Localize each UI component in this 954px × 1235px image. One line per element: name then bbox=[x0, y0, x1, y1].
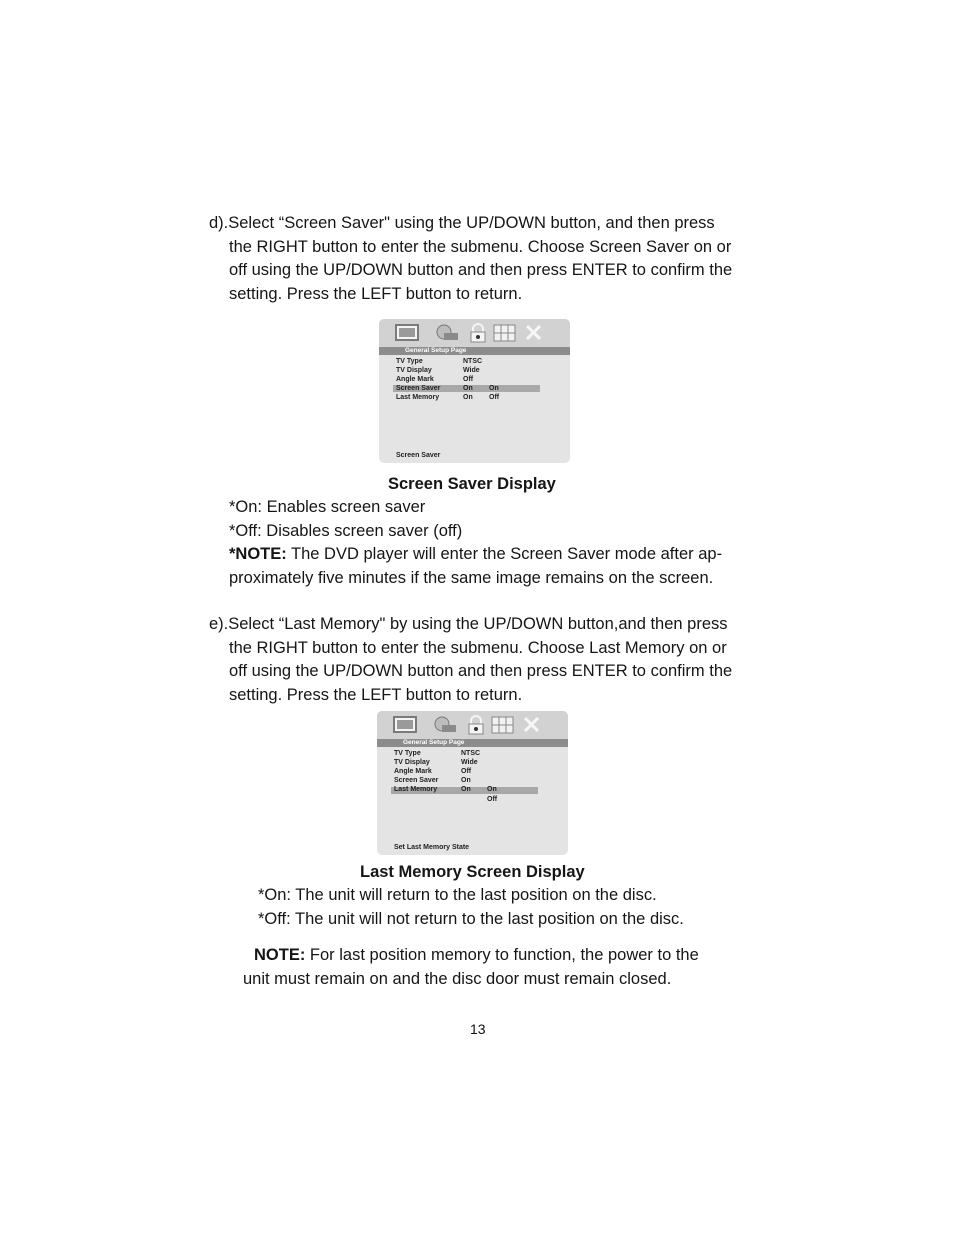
grid-icon bbox=[491, 715, 515, 735]
osd-row bbox=[377, 776, 568, 785]
screen-saver-osd-image bbox=[379, 319, 570, 463]
osd-row bbox=[379, 366, 570, 375]
osd-row bbox=[377, 767, 568, 776]
osd-row bbox=[379, 384, 570, 393]
lock-icon bbox=[468, 323, 488, 343]
option-off-text: *Off: Disables screen saver (off) bbox=[229, 521, 463, 540]
osd-row-value: On bbox=[463, 394, 473, 401]
note-line-2: proximately five minutes if the same image remains on the screen. bbox=[229, 568, 714, 587]
figure-caption: Last Memory Screen Display bbox=[360, 863, 585, 881]
speaker-icon bbox=[434, 323, 460, 343]
osd-row-option: Off bbox=[489, 394, 500, 401]
osd-row-label: Angle Mark bbox=[396, 376, 434, 383]
osd-row-label: Last Memory bbox=[396, 394, 440, 401]
osd-header-bar bbox=[377, 739, 568, 747]
text-line: off using the UP/DOWN button and then press ENTER to confirm the bbox=[229, 261, 733, 279]
osd-row-value: On bbox=[461, 777, 471, 784]
osd-row-label: TV Type bbox=[394, 750, 421, 757]
osd-row-label: TV Type bbox=[396, 358, 423, 365]
last-memory-osd-image bbox=[377, 711, 568, 855]
osd-row bbox=[377, 749, 568, 758]
close-icon bbox=[523, 715, 541, 735]
text-line: d).Select “Screen Saver" using the UP/DOWN button, and then press bbox=[209, 214, 715, 232]
section-d-instructions bbox=[209, 212, 732, 306]
note-line-2: unit must remain on and the disc door must remain closed. bbox=[243, 970, 672, 988]
osd-row bbox=[377, 785, 568, 794]
page-number: 13 bbox=[470, 1021, 486, 1037]
option-on-text: *On: Enables screen saver bbox=[229, 498, 426, 516]
lock-icon bbox=[466, 715, 486, 735]
close-icon bbox=[525, 323, 543, 343]
osd-row-label: TV Display bbox=[396, 367, 432, 374]
osd-row-value: NTSC bbox=[461, 750, 481, 757]
note-line bbox=[229, 543, 722, 567]
osd-row bbox=[379, 375, 570, 384]
grid-icon bbox=[493, 323, 517, 343]
note-line bbox=[254, 946, 699, 965]
section-e-instructions bbox=[209, 613, 732, 707]
osd-row-option: On bbox=[489, 385, 499, 392]
option-on-text: *On: The unit will return to the last position on the disc. bbox=[258, 886, 657, 904]
osd-row-value: Off bbox=[463, 376, 474, 383]
note-text: For last position memory to function, the power to the bbox=[305, 946, 699, 964]
text-line: the RIGHT button to enter the submenu. Choose Screen Saver on or bbox=[229, 237, 732, 256]
osd-row-value: NTSC bbox=[463, 358, 483, 365]
osd-row-label: Angle Mark bbox=[394, 768, 432, 775]
osd-row-label: Last Memory bbox=[394, 786, 438, 793]
osd-header: General Setup Page bbox=[403, 739, 465, 746]
osd-row-value: On bbox=[463, 385, 473, 392]
osd-header: General Setup Page bbox=[405, 347, 467, 354]
osd-row-option: On bbox=[487, 786, 497, 793]
osd-row-label: Screen Saver bbox=[394, 777, 439, 784]
tv-icon bbox=[395, 323, 421, 343]
osd-row-label: Screen Saver bbox=[396, 385, 441, 392]
note-text: The DVD player will enter the Screen Saver mode after ap- bbox=[286, 545, 723, 563]
osd-icon-bar bbox=[377, 711, 568, 739]
osd-row bbox=[379, 357, 570, 366]
osd-icon-bar bbox=[379, 319, 570, 347]
speaker-icon bbox=[432, 715, 458, 735]
osd-row-value: On bbox=[461, 786, 471, 793]
osd-header-bar bbox=[379, 347, 570, 355]
osd-row-value: Wide bbox=[461, 759, 478, 766]
osd-status-text: Set Last Memory State bbox=[394, 844, 470, 851]
osd-row bbox=[379, 393, 570, 402]
osd-status-text: Screen Saver bbox=[396, 452, 441, 459]
figure-caption: Screen Saver Display bbox=[388, 475, 556, 493]
osd-row-label: TV Display bbox=[394, 759, 430, 766]
note-label: *NOTE: bbox=[229, 545, 287, 563]
osd-row bbox=[377, 758, 568, 767]
text-line: the RIGHT button to enter the submenu. Choose Last Memory on or bbox=[229, 638, 727, 657]
text-line: setting. Press the LEFT button to return. bbox=[229, 284, 523, 303]
text-line: setting. Press the LEFT button to return. bbox=[229, 685, 523, 704]
text-line: e).Select “Last Memory" by using the UP/DOWN button,and then press bbox=[209, 615, 728, 633]
osd-row bbox=[377, 795, 568, 804]
osd-row-value: Off bbox=[461, 768, 472, 775]
note-label: NOTE: bbox=[254, 946, 306, 964]
tv-icon bbox=[393, 715, 419, 735]
text-line: off using the UP/DOWN button and then press ENTER to confirm the bbox=[229, 662, 733, 680]
option-off-text: *Off: The unit will not return to the last position on the disc. bbox=[258, 910, 684, 928]
screen-saver-options bbox=[229, 496, 722, 590]
osd-row-option: Off bbox=[487, 796, 498, 803]
osd-row-value: Wide bbox=[463, 367, 480, 374]
